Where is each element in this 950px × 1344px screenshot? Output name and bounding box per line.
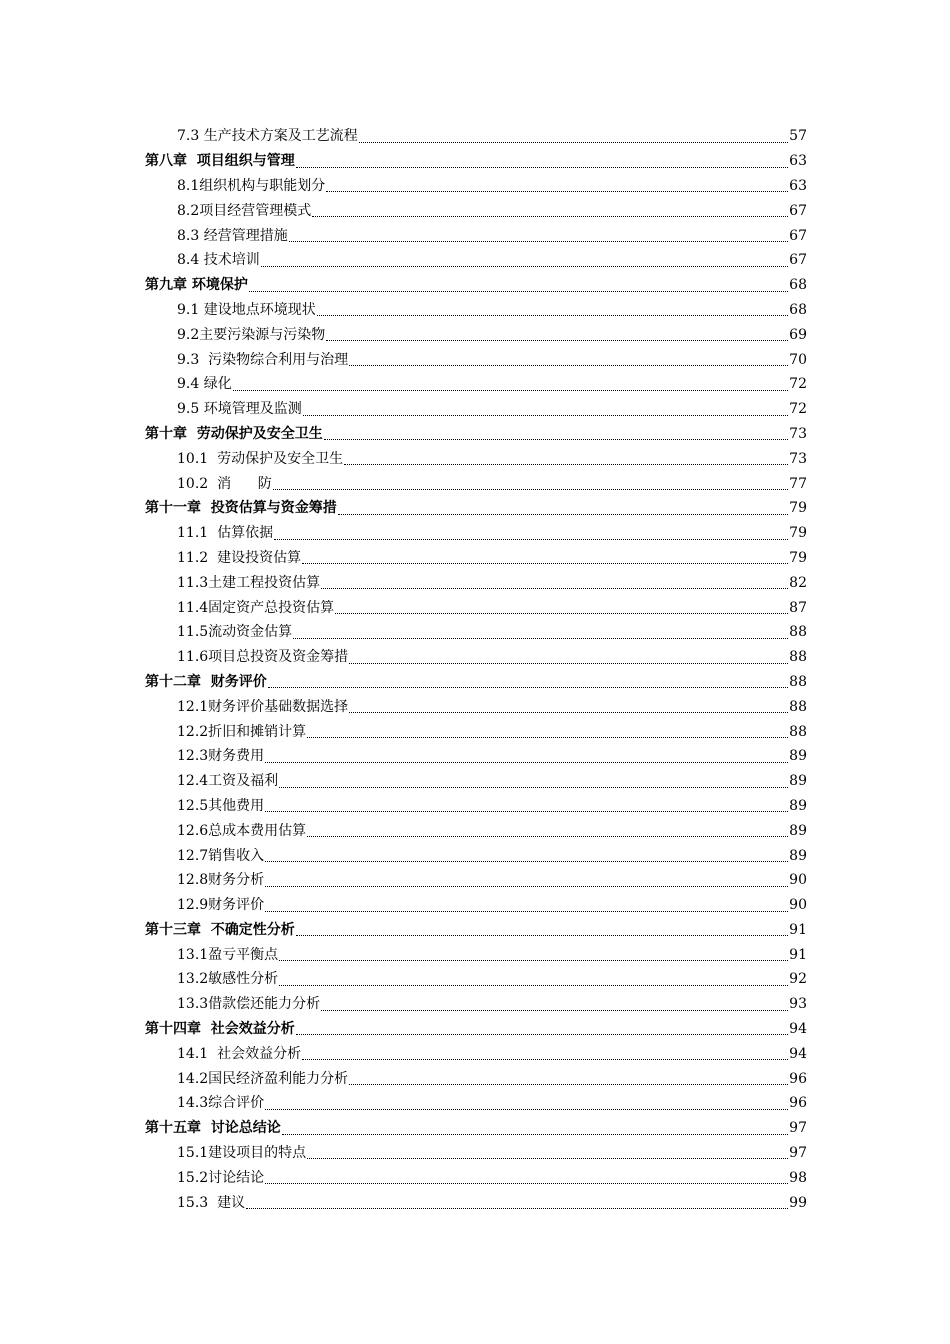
toc-section-entry[interactable] [177,446,807,471]
toc-page-number: 70 [789,351,807,368]
toc-entry-title: 14.1 社会效益分析 [177,1045,302,1062]
toc-page-number: 88 [789,649,807,666]
toc-section-entry[interactable] [177,1091,807,1116]
toc-section-entry[interactable] [177,694,807,719]
dot-leader [265,762,788,763]
toc-entry-title: 13.3借款偿还能力分析 [177,996,321,1013]
toc-page-number: 90 [789,872,807,889]
toc-page-number: 67 [789,252,807,269]
toc-page-number: 73 [789,425,807,442]
toc-section-entry[interactable] [177,843,807,868]
dot-leader [289,241,788,242]
dot-leader [326,191,788,192]
toc-entry-title: 8.1组织机构与职能划分 [177,177,326,194]
toc-page-number: 82 [789,574,807,591]
toc-entry-title: 12.5其他费用 [177,797,265,814]
dot-leader [326,340,788,341]
dot-leader [279,960,788,961]
toc-page-number: 96 [789,1070,807,1087]
toc-chapter-entry[interactable] [145,273,807,298]
toc-page-number: 89 [789,822,807,839]
dot-leader [261,266,788,267]
toc-page-number: 88 [789,624,807,641]
toc-page-number: 98 [789,1169,807,1186]
dot-leader [279,787,788,788]
dot-leader [307,737,788,738]
toc-section-entry[interactable] [177,1041,807,1066]
toc-section-entry[interactable] [177,893,807,918]
toc-page-number: 90 [789,897,807,914]
toc-section-entry[interactable] [177,546,807,571]
dot-leader [302,563,788,564]
toc-page-number: 68 [789,277,807,294]
toc-page-number: 96 [789,1095,807,1112]
toc-page-number: 99 [789,1194,807,1211]
toc-entry-title: 8.3 经营管理措施 [177,227,288,244]
toc-entry-title: 12.1财务评价基础数据选择 [177,698,349,715]
toc-entry-title: 12.6总成本费用估算 [177,822,307,839]
dot-leader [249,291,788,292]
toc-page-number: 88 [789,723,807,740]
toc-page-number: 72 [789,376,807,393]
toc-section-entry[interactable] [177,124,807,149]
toc-page-number: 68 [789,301,807,318]
toc-entry-title: 15.1建设项目的特点 [177,1145,307,1162]
toc-section-entry[interactable] [177,620,807,645]
toc-section-entry[interactable] [177,645,807,670]
dot-leader [307,836,788,837]
dot-leader [321,588,788,589]
toc-section-entry[interactable] [177,942,807,967]
dot-leader [265,861,788,862]
toc-section-entry[interactable] [177,347,807,372]
toc-section-entry[interactable] [177,769,807,794]
dot-leader [273,489,788,490]
toc-entry-title: 8.2项目经营管理模式 [177,202,312,219]
dot-leader [312,216,788,217]
toc-section-entry[interactable] [177,719,807,744]
dot-leader [349,663,788,664]
toc-page-number: 77 [789,475,807,492]
dot-leader [349,365,788,366]
dot-leader [246,1208,788,1209]
toc-page-number: 88 [789,698,807,715]
toc-entry-title: 11.1 估算依据 [177,525,274,542]
toc-entry-title: 11.2 建设投资估算 [177,549,302,566]
toc-entry-title: 12.4工资及福利 [177,773,279,790]
toc-entry-title: 13.2敏感性分析 [177,971,279,988]
toc-chapter-entry[interactable] [145,149,807,174]
toc-page-number: 79 [789,500,807,517]
dot-leader [282,1134,788,1135]
toc-page-number: 89 [789,748,807,765]
dot-leader [349,1084,788,1085]
toc-chapter-entry[interactable] [145,422,807,447]
toc-page-number: 89 [789,847,807,864]
dot-leader [359,142,788,143]
toc-page-number: 73 [789,450,807,467]
toc-chapter-entry[interactable] [145,496,807,521]
dot-leader [296,1034,788,1035]
toc-page-number: 72 [789,401,807,418]
toc-entry-title: 14.2国民经济盈利能力分析 [177,1070,349,1087]
toc-entry-title: 12.9财务评价 [177,897,265,914]
toc-page-number: 93 [789,996,807,1013]
toc-entry-title: 第十三章 不确定性分析 [145,921,295,938]
toc-page-number: 67 [789,227,807,244]
toc-entry-title: 15.2讨论结论 [177,1169,265,1186]
dot-leader [296,935,788,936]
toc-page-number: 94 [789,1045,807,1062]
toc-section-entry[interactable] [177,397,807,422]
toc-entry-title: 第十二章 财务评价 [145,673,267,690]
toc-entry-title: 第十四章 社会效益分析 [145,1021,295,1038]
toc-section-entry[interactable] [177,471,807,496]
dot-leader [307,1158,788,1159]
toc-chapter-entry[interactable] [145,918,807,943]
toc-section-entry[interactable] [177,967,807,992]
toc-section-entry[interactable] [177,868,807,893]
dot-leader [265,811,788,812]
toc-section-entry[interactable] [177,1165,807,1190]
dot-leader [265,886,788,887]
toc-page-number: 97 [789,1120,807,1137]
toc-entry-title: 13.1盈亏平衡点 [177,946,279,963]
toc-page-number: 67 [789,202,807,219]
dot-leader [324,439,788,440]
toc-page-number: 91 [789,921,807,938]
dot-leader [265,911,788,912]
toc-entry-title: 11.4固定资产总投资估算 [177,599,335,616]
toc-entry-title: 第十章 劳动保护及安全卫生 [145,425,323,442]
toc-chapter-entry[interactable] [145,1116,807,1141]
dot-leader [317,315,788,316]
toc-section-entry[interactable] [177,174,807,199]
toc-page-number: 94 [789,1021,807,1038]
dot-leader [279,985,788,986]
dot-leader [349,712,788,713]
toc-section-entry[interactable] [177,322,807,347]
dot-leader [265,1183,788,1184]
toc-page-number: 69 [789,326,807,343]
toc-section-entry[interactable] [177,818,807,843]
dot-leader [265,1109,788,1110]
toc-entry-title: 15.3 建议 [177,1194,246,1211]
toc-section-entry[interactable] [177,1190,807,1215]
toc-entry-title: 第八章 项目组织与管理 [145,153,295,170]
toc-section-entry[interactable] [177,992,807,1017]
toc-chapter-entry[interactable] [145,670,807,695]
toc-section-entry[interactable] [177,298,807,323]
toc-page-number: 63 [789,153,807,170]
dot-leader [293,638,788,639]
dot-leader [335,613,788,614]
toc-page-number: 79 [789,549,807,566]
toc-entry-title: 12.7销售收入 [177,847,265,864]
toc-section-entry[interactable] [177,223,807,248]
toc-page-number: 89 [789,797,807,814]
toc-entry-title: 7.3 生产技术方案及工艺流程 [177,128,358,145]
dot-leader [274,539,788,540]
toc-page-number: 63 [789,177,807,194]
toc-section-entry[interactable] [177,521,807,546]
toc-entry-title: 11.3土建工程投资估算 [177,574,321,591]
toc-page-number: 57 [789,128,807,145]
toc-page-number: 91 [789,946,807,963]
toc-entry-title: 12.3财务费用 [177,748,265,765]
toc-page-number: 92 [789,971,807,988]
toc-entry-title: 12.2折旧和摊销计算 [177,723,307,740]
toc-page-number: 88 [789,673,807,690]
toc-section-entry[interactable] [177,794,807,819]
toc-entry-title: 12.8财务分析 [177,872,265,889]
toc-entry-title: 10.2 消 防 [177,475,272,492]
dot-leader [302,1059,788,1060]
toc-page-number: 79 [789,525,807,542]
toc-entry-title: 第九章 环境保护 [145,277,248,294]
dot-leader [296,167,788,168]
toc-entry-title: 第十一章 投资估算与资金筹措 [145,500,337,517]
toc-page-number: 97 [789,1145,807,1162]
dot-leader [303,415,788,416]
toc-entry-title: 9.4 绿化 [177,376,232,393]
toc-section-entry[interactable] [177,570,807,595]
toc-section-entry[interactable] [177,248,807,273]
toc-entry-title: 11.5流动资金估算 [177,624,293,641]
toc-section-entry[interactable] [177,1141,807,1166]
toc-page-number: 89 [789,773,807,790]
dot-leader [321,1010,788,1011]
dot-leader [233,390,788,391]
toc-section-entry[interactable] [177,595,807,620]
toc-section-entry[interactable] [177,1066,807,1091]
toc-entry-title: 8.4 技术培训 [177,252,260,269]
toc-entry-title: 9.3 污染物综合利用与治理 [177,351,349,368]
toc-entry-title: 11.6项目总投资及资金筹措 [177,649,349,666]
toc-section-entry[interactable] [177,372,807,397]
toc-entry-title: 9.2主要污染源与污染物 [177,326,326,343]
toc-page-number: 87 [789,599,807,616]
table-of-contents [0,124,950,1215]
toc-entry-title: 10.1 劳动保护及安全卫生 [177,450,344,467]
toc-chapter-entry[interactable] [145,1017,807,1042]
dot-leader [338,514,788,515]
toc-section-entry[interactable] [177,198,807,223]
dot-leader [268,687,788,688]
dot-leader [344,464,788,465]
toc-entry-title: 9.1 建设地点环境现状 [177,301,316,318]
toc-entry-title: 14.3综合评价 [177,1095,265,1112]
toc-section-entry[interactable] [177,744,807,769]
toc-entry-title: 第十五章 讨论总结论 [145,1120,281,1137]
toc-entry-title: 9.5 环境管理及监测 [177,401,302,418]
